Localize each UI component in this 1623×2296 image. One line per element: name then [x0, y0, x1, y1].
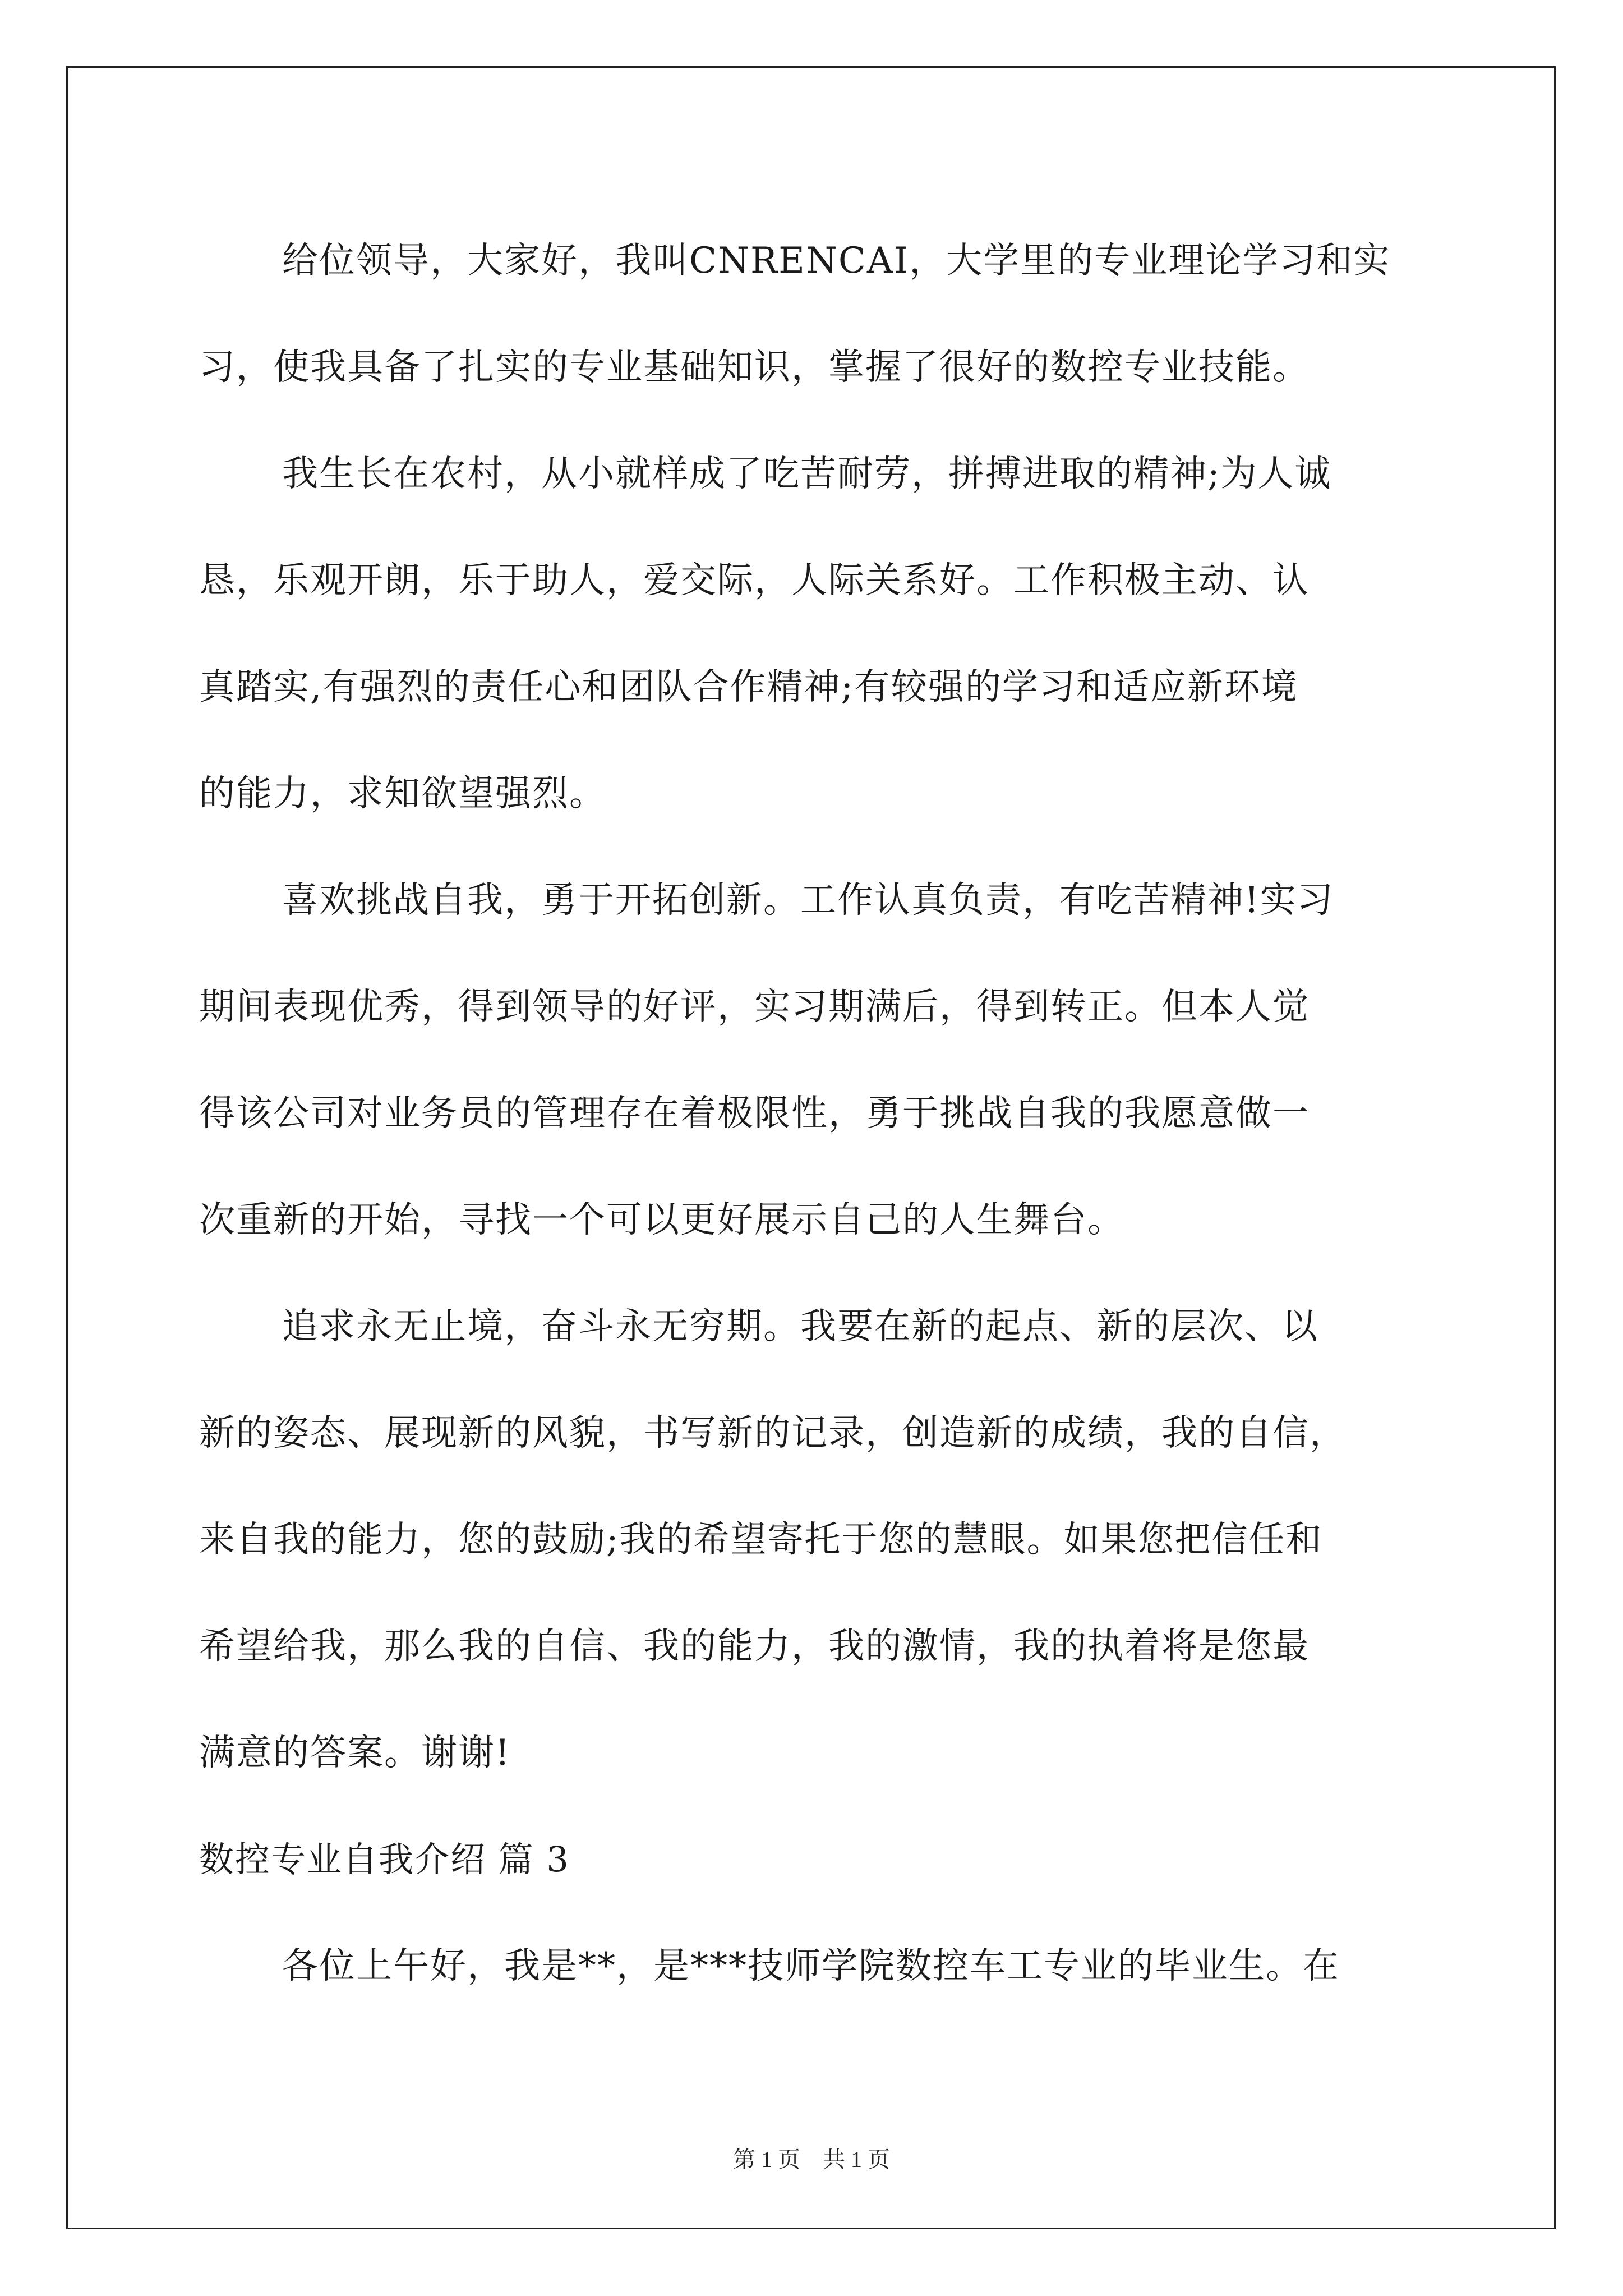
paragraph-line: 给位领导，大家好，我叫CNRENCAI，大学里的专业理论学习和实 [282, 240, 1391, 282]
paragraph-line: 的能力，求知欲望强烈。 [199, 773, 606, 815]
paragraph-line: 希望给我，那么我的自信、我的能力，我的激情，我的执着将是您最 [199, 1626, 1310, 1667]
paragraph-line: 期间表现优秀，得到领导的好评，实习期满后，得到转正。但本人觉 [199, 986, 1310, 1028]
paragraph-line: 习，使我具备了扎实的专业基础知识，掌握了很好的数控专业技能。 [199, 347, 1310, 388]
paragraph-line: 新的姿态、展现新的风貌，书写新的记录，创造新的成绩，我的自信， [199, 1412, 1347, 1454]
section-heading: 数控专业自我介绍 篇 3 [199, 1839, 570, 1880]
paragraph-line: 追求永无止境，奋斗永无穷期。我要在新的起点、新的层次、以 [282, 1306, 1318, 1347]
paragraph-line: 满意的答案。谢谢! [199, 1732, 511, 1774]
paragraph-line: 我生长在农村，从小就样成了吃苦耐劳，拼搏进取的精神;为人诚 [282, 453, 1332, 495]
document-body [199, 208, 1455, 2019]
paragraph-line: 次重新的开始，寻找一个可以更好展示自己的人生舞台。 [199, 1199, 1124, 1241]
paragraph-line: 真踏实,有强烈的责任心和团队合作精神;有较强的学习和适应新环境 [199, 666, 1298, 708]
paragraph-line: 恳，乐观开朗，乐于助人，爱交际，人际关系好。工作积极主动、认 [199, 560, 1310, 601]
paragraph-line: 来自我的能力，您的鼓励;我的希望寄托于您的慧眼。如果您把信任和 [199, 1519, 1323, 1561]
paragraph-line: 得该公司对业务员的管理存在着极限性，勇于挑战自我的我愿意做一 [199, 1093, 1310, 1134]
page-number-footer: 第 1 页 共 1 页 [733, 2147, 890, 2172]
paragraph-line: 喜欢挑战自我，勇于开拓创新。工作认真负责，有吃苦精神!实习 [282, 880, 1334, 921]
paragraph-line: 各位上午好，我是**，是***技师学院数控车工专业的毕业生。在 [282, 1945, 1340, 1987]
